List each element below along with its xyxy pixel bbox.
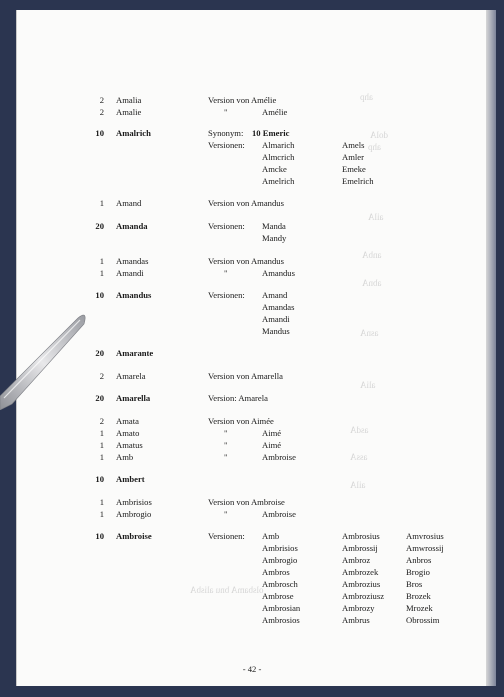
variant-col-1: Ambrosios — [262, 615, 300, 625]
entry-name: Amanda — [116, 221, 148, 231]
entry-name: Amarela — [116, 371, 146, 381]
variant-col-2: Ambroz — [342, 555, 371, 565]
variant-col-2: Ambrus — [342, 615, 370, 625]
entry-row-amandus-v3 — [0, 325, 504, 337]
entry-count: 1 — [99, 198, 104, 208]
variant-col-1: Amcke — [262, 164, 287, 174]
entry-row-amarella — [0, 392, 504, 404]
variant-col-1: Amb — [262, 531, 280, 541]
variant-col-1: Amandi — [262, 314, 290, 324]
entry-relation: Version von Amarella — [208, 371, 283, 381]
entry-row-amarante — [0, 347, 504, 359]
entry-count: 2 — [99, 371, 104, 381]
variant-col-1: Ambrose — [262, 591, 294, 601]
entry-name: Ambert — [116, 474, 145, 484]
variant-col-3: Anbros — [406, 555, 432, 565]
entry-row-amandus-v2 — [0, 313, 504, 325]
variant-col-3: Amwrossij — [406, 543, 444, 553]
entry-row-ambroise-v2 — [0, 554, 504, 566]
entry-row-amalrich — [0, 127, 504, 139]
variant-col-3: Bros — [406, 579, 423, 589]
entry-count: 2 — [99, 95, 104, 105]
entry-count: 1 — [99, 268, 104, 278]
entry-count: 1 — [99, 452, 104, 462]
entry-relation: Version von Amandus — [208, 198, 284, 208]
variant-col-1: Ambrosch — [262, 579, 298, 589]
entry-row-amalie — [0, 106, 504, 118]
entry-relation: Versionen: — [208, 290, 245, 300]
entry-row-amato — [0, 427, 504, 439]
entry-row-ambrogio — [0, 508, 504, 520]
entry-name: Amalia — [116, 95, 142, 105]
variant-col-2: Ambrossij — [342, 543, 378, 553]
entry-relation: Version: Amarela — [208, 393, 268, 403]
entry-row-amandi — [0, 267, 504, 279]
ditto-mark: " — [224, 509, 228, 519]
entry-count: 1 — [99, 497, 104, 507]
entry-count: 10 — [95, 531, 104, 541]
variant-col-2: Ambrozek — [342, 567, 379, 577]
variant-col-1: Mandy — [262, 233, 287, 243]
entry-count: 20 — [95, 221, 104, 231]
entry-name: Ambroise — [116, 531, 152, 541]
variant-col-2: Ambrosius — [342, 531, 380, 541]
entry-name: Amb — [116, 452, 134, 462]
variant-col-3: Brozek — [406, 591, 431, 601]
variant-col-1: Ambrisios — [262, 543, 298, 553]
entry-row-ambroise — [0, 530, 504, 542]
entry-row-amanda-v1 — [0, 232, 504, 244]
entry-name: Amandi — [116, 268, 144, 278]
entry-row-amandas — [0, 255, 504, 267]
entry-row-amatus — [0, 439, 504, 451]
entry-name: Amatus — [116, 440, 143, 450]
entry-count: 10 — [95, 128, 104, 138]
variant-col-3: Mrozek — [406, 603, 433, 613]
entry-count: 20 — [95, 393, 104, 403]
variant-col-1: Amandus — [262, 268, 295, 278]
variant-col-2: Amler — [342, 152, 364, 162]
variant-col-2: Emeke — [342, 164, 366, 174]
entry-row-amalrich-v4 — [0, 175, 504, 187]
variant-col-2: Amels — [342, 140, 365, 150]
ditto-mark: " — [224, 452, 228, 462]
variant-col-1: Amand — [262, 290, 288, 300]
entry-row-ambroise-v5 — [0, 590, 504, 602]
variant-col-1: Almarich — [262, 140, 295, 150]
ditto-mark: " — [224, 107, 228, 117]
entry-name: Amata — [116, 416, 139, 426]
entry-relation: Version von Amandus — [208, 256, 284, 266]
entry-relation: Version von Ambroise — [208, 497, 285, 507]
entry-row-ambroise-v3 — [0, 566, 504, 578]
entry-row-amb — [0, 451, 504, 463]
variant-col-1: Ambroise — [262, 509, 296, 519]
entry-name: Ambrisios — [116, 497, 152, 507]
variant-col-1: Aimé — [262, 428, 282, 438]
entry-count: 2 — [99, 107, 104, 117]
variant-col-1: Amélie — [262, 107, 288, 117]
entry-row-amanda — [0, 220, 504, 232]
entry-row-ambrisios — [0, 496, 504, 508]
entry-count: 1 — [99, 428, 104, 438]
variant-col-2: Ambrozy — [342, 603, 375, 613]
entry-name: Amandus — [116, 290, 152, 300]
variant-col-2: Ambroziusz — [342, 591, 385, 601]
entry-row-ambroise-v1 — [0, 542, 504, 554]
variant-col-1: Aimé — [262, 440, 282, 450]
binder-bottom-edge — [16, 686, 496, 697]
ditto-mark: " — [224, 268, 228, 278]
entry-name: Amarella — [116, 393, 151, 403]
entry-row-ambert — [0, 473, 504, 485]
entry-relation: Synonym: — [208, 128, 244, 138]
entry-count: 2 — [99, 416, 104, 426]
variant-col-1: Mandus — [262, 326, 290, 336]
variant-col-1: Manda — [262, 221, 286, 231]
variant-col-1: Almcrich — [262, 152, 295, 162]
entry-name: Amand — [116, 198, 142, 208]
entry-row-amandus — [0, 289, 504, 301]
variant-col-1: Ambrogio — [262, 555, 298, 565]
entry-count: 10 — [95, 290, 104, 300]
variant-col-1: Ambroise — [262, 452, 296, 462]
entry-count: 10 — [95, 474, 104, 484]
entry-name: Ambrogio — [116, 509, 152, 519]
entry-name: Amato — [116, 428, 140, 438]
entry-relation: Version von Aimée — [208, 416, 274, 426]
variant-col-2: Emelrich — [342, 176, 374, 186]
entry-count: 1 — [99, 440, 104, 450]
entry-name: Amandas — [116, 256, 149, 266]
entry-name: Amarante — [116, 348, 154, 358]
entry-count: 20 — [95, 348, 104, 358]
entry-row-ambroise-v6 — [0, 602, 504, 614]
entry-row-ambroise-v7 — [0, 614, 504, 626]
entry-count: 1 — [99, 256, 104, 266]
entry-row-ambroise-v4 — [0, 578, 504, 590]
entry-row-amalrich-v2 — [0, 151, 504, 163]
entry-row-amalia — [0, 94, 504, 106]
variant-col-1: Amelrich — [262, 176, 295, 186]
entry-relation: Versionen: — [208, 140, 245, 150]
entry-row-amand — [0, 197, 504, 209]
entry-row-amalrich-v3 — [0, 163, 504, 175]
variant-col-3: Brogio — [406, 567, 430, 577]
entry-name: Amalrich — [116, 128, 151, 138]
ditto-mark: " — [224, 428, 228, 438]
entry-count: 1 — [99, 509, 104, 519]
ditto-mark: " — [224, 440, 228, 450]
variant-col-1: Amandas — [262, 302, 295, 312]
variant-col-1: Ambrosian — [262, 603, 301, 613]
entry-relation: Versionen: — [208, 221, 245, 231]
entry-row-amalrich-v1 — [0, 139, 504, 151]
entry-row-amata — [0, 415, 504, 427]
variant-col-3: Amvrosius — [406, 531, 444, 541]
variant-col-2: Ambrozius — [342, 579, 381, 589]
variant-col-3: Obrossim — [406, 615, 440, 625]
entry-row-amandus-v1 — [0, 301, 504, 313]
entry-row-amarela — [0, 370, 504, 382]
synonym-name: 10 Emeric — [252, 128, 290, 138]
entry-name: Amalie — [116, 107, 142, 117]
entry-relation: Version von Amélie — [208, 95, 277, 105]
variant-col-1: Ambros — [262, 567, 290, 577]
page-number: - 42 - — [242, 664, 262, 674]
entry-relation: Versionen: — [208, 531, 245, 541]
